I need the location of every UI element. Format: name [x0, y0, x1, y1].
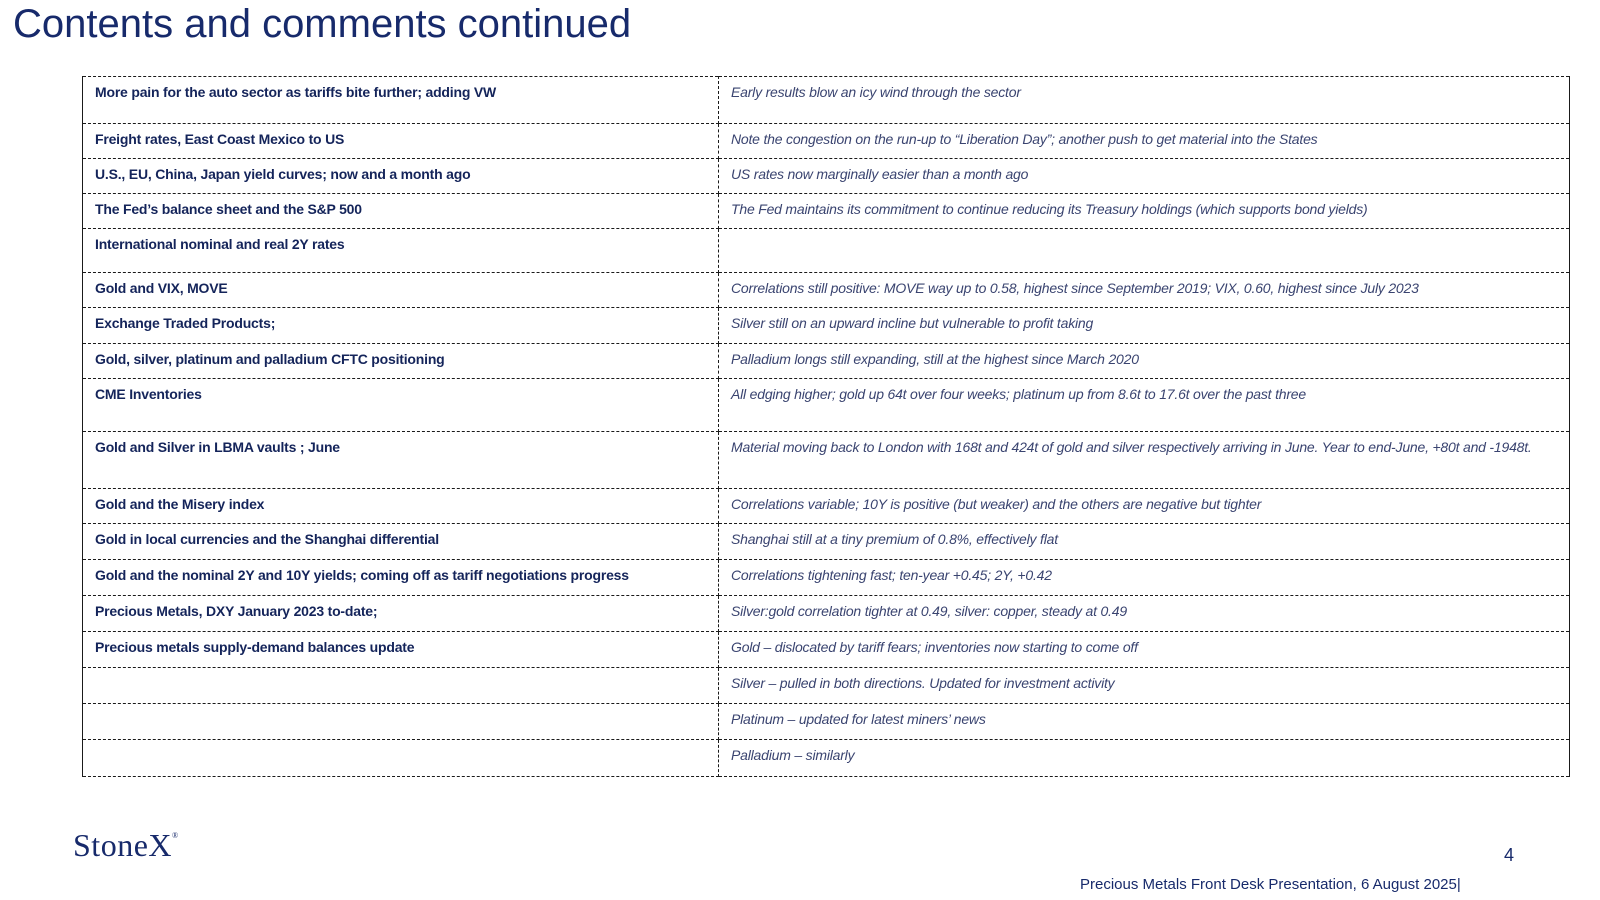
- comment-cell: Correlations tightening fast; ten-year +0.45; 2Y, +0.42: [719, 560, 1570, 596]
- comment-cell: Correlations still positive: MOVE way up to 0.58, highest since September 2019; VIX, 0.60, highest since July 2023: [719, 273, 1570, 308]
- topic-cell: [83, 668, 719, 704]
- topic-cell: Precious Metals, DXY January 2023 to-date;: [83, 596, 719, 632]
- stonex-logo: [73, 827, 179, 864]
- registered-mark: ®: [172, 831, 179, 840]
- topic-cell: [83, 740, 719, 777]
- comment-cell: Early results blow an icy wind through the sector: [719, 77, 1570, 124]
- comment-cell: Silver – pulled in both directions. Updated for investment activity: [719, 668, 1570, 704]
- table-row: [83, 704, 1570, 740]
- table-row: [83, 194, 1570, 229]
- table-row: [83, 668, 1570, 704]
- table-row: [83, 632, 1570, 668]
- topic-cell: Gold in local currencies and the Shanghai differential: [83, 524, 719, 560]
- footer-text: Precious Metals Front Desk Presentation, 6 August 2025|: [1080, 876, 1461, 893]
- comment-cell: Silver:gold correlation tighter at 0.49, silver: copper, steady at 0.49: [719, 596, 1570, 632]
- comment-cell: Platinum – updated for latest miners’ news: [719, 704, 1570, 740]
- table-row: [83, 596, 1570, 632]
- page-number: 4: [1504, 845, 1515, 865]
- topic-cell: Gold, silver, platinum and palladium CFTC positioning: [83, 344, 719, 379]
- table-row: [83, 159, 1570, 194]
- table-row: [83, 524, 1570, 560]
- comment-cell: Correlations variable; 10Y is positive (but weaker) and the others are negative but tighter: [719, 489, 1570, 524]
- comment-cell: Shanghai still at a tiny premium of 0.8%, effectively flat: [719, 524, 1570, 560]
- comment-cell: Gold – dislocated by tariff fears; inventories now starting to come off: [719, 632, 1570, 668]
- table-row: [83, 432, 1570, 489]
- table-row: [83, 489, 1570, 524]
- topic-cell: Precious metals supply-demand balances update: [83, 632, 719, 668]
- comment-cell: Palladium – similarly: [719, 740, 1570, 777]
- comment-cell: Note the congestion on the run-up to “Liberation Day”; another push to get material into the States: [719, 124, 1570, 159]
- comment-cell: Palladium longs still expanding, still at the highest since March 2020: [719, 344, 1570, 379]
- topic-cell: More pain for the auto sector as tariffs bite further; adding VW: [83, 77, 719, 124]
- comment-cell: [719, 229, 1570, 273]
- topic-cell: Gold and Silver in LBMA vaults ; June: [83, 432, 719, 489]
- table-row: [83, 308, 1570, 344]
- topic-cell: Exchange Traded Products;: [83, 308, 719, 344]
- comment-cell: The Fed maintains its commitment to continue reducing its Treasury holdings (which supports bond yields): [719, 194, 1570, 229]
- topic-cell: CME Inventories: [83, 379, 719, 432]
- topic-cell: Gold and the nominal 2Y and 10Y yields; coming off as tariff negotiations progress: [83, 560, 719, 596]
- comment-cell: US rates now marginally easier than a month ago: [719, 159, 1570, 194]
- comment-cell: Silver still on an upward incline but vulnerable to profit taking: [719, 308, 1570, 344]
- topic-cell: Freight rates, East Coast Mexico to US: [83, 124, 719, 159]
- table-row: [83, 124, 1570, 159]
- table-row: [83, 77, 1570, 124]
- topic-cell: International nominal and real 2Y rates: [83, 229, 719, 273]
- table-row: [83, 273, 1570, 308]
- topic-cell: Gold and the Misery index: [83, 489, 719, 524]
- table-row: [83, 344, 1570, 379]
- page-title: Contents and comments continued: [13, 2, 632, 46]
- topic-cell: Gold and VIX, MOVE: [83, 273, 719, 308]
- table-row: [83, 560, 1570, 596]
- table-row: [83, 740, 1570, 777]
- topic-cell: [83, 704, 719, 740]
- topic-cell: The Fed’s balance sheet and the S&P 500: [83, 194, 719, 229]
- table-row: [83, 379, 1570, 432]
- comment-cell: All edging higher; gold up 64t over four weeks; platinum up from 8.6t to 17.6t over the past three: [719, 379, 1570, 432]
- contents-table: [82, 76, 1570, 777]
- topic-cell: U.S., EU, China, Japan yield curves; now and a month ago: [83, 159, 719, 194]
- table-row: [83, 229, 1570, 273]
- logo-text: StoneX: [73, 827, 172, 863]
- comment-cell: Material moving back to London with 168t and 424t of gold and silver respectively arriving in June. Year to end-June, +80t and -1948t.: [719, 432, 1570, 489]
